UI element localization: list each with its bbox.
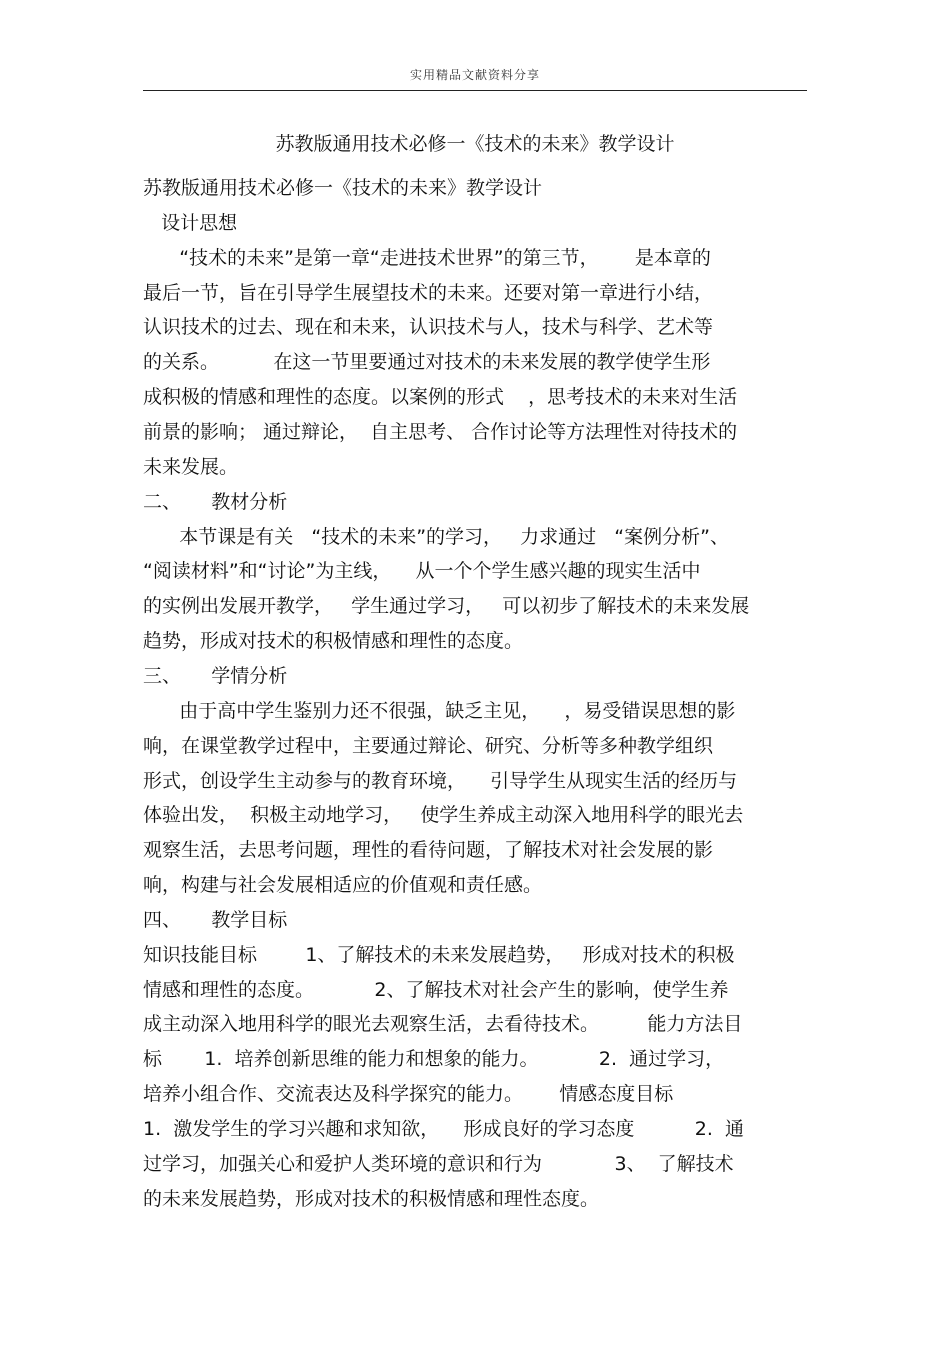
- body-line: 二、 教材分析: [143, 490, 288, 513]
- body-line: 的关系。 在这一节里要通过对技术的未来发展的教学使学生形: [143, 351, 711, 374]
- body-line: 前景的影响； 通过辩论， 自主思考、 合作讨论等方法理性对待技术的: [143, 421, 738, 443]
- body-line: 的实例出发展开教学， 学生通过学习， 可以初步了解技术的未来发展: [143, 595, 750, 618]
- page-header: 实用精品文献资料分享: [409, 68, 540, 82]
- body-line: 设计思想: [143, 211, 238, 234]
- body-line: 苏教版通用技术必修一《技术的未来》教学设计: [143, 177, 543, 199]
- body-line: 最后一节，旨在引导学生展望技术的未来。还要对第一章进行小结，: [143, 281, 714, 304]
- body-line: 形式，创设学生主动参与的教育环境， 引导学生从现实生活的经历与: [143, 769, 738, 792]
- body-line: 三、 学情分析: [143, 664, 288, 687]
- body-line: “技术的未来”是第一章“走进技术世界”的第三节， 是本章的: [143, 246, 711, 269]
- body-line: 知识技能目标 1、了解技术的未来发展趋势， 形成对技术的积极: [143, 943, 735, 966]
- body-line: 培养小组合作、交流表达及科学探究的能力。 情感态度目标: [143, 1083, 674, 1106]
- body-line: 的未来发展趋势，形成对技术的积极情感和理性态度。: [143, 1187, 600, 1210]
- body-line: 未来发展。: [143, 455, 239, 478]
- body-line: 体验出发， 积极主动地学习， 使学生养成主动深入地用科学的眼光去: [143, 804, 744, 827]
- body-line: 响，在课堂教学过程中，主要通过辩论、研究、分析等多种教学组织: [143, 734, 714, 757]
- body-line: 认识技术的过去、现在和未来，认识技术与人，技术与科学、艺术等: [143, 316, 714, 339]
- body-line: “阅读材料”和“讨论”为主线， 从一个个学生感兴趣的现实生活中: [143, 560, 701, 583]
- body-line: 趋势，形成对技术的积极情感和理性的态度。: [143, 630, 524, 652]
- document-title: 苏教版通用技术必修一《技术的未来》教学设计: [275, 133, 675, 155]
- header-divider: [143, 90, 807, 91]
- body-line: 成积极的情感和理性的态度。以案例的形式 ，思考技术的未来对生活: [143, 386, 738, 409]
- body-line: 响，构建与社会发展相适应的价值观和责任感。: [143, 874, 543, 896]
- body-line: 情感和理性的态度。 2、了解技术对社会产生的影响，使学生养: [143, 978, 729, 1001]
- body-line: 四、 教学目标: [143, 908, 288, 931]
- body-line: 本节课是有关 “技术的未来”的学习， 力求通过 “案例分析”、: [143, 525, 729, 548]
- body-line: 由于高中学生鉴别力还不很强，缺乏主见， ，易受错误思想的影: [143, 699, 736, 722]
- body-line: 过学习，加强关心和爱护人类环境的意识和行为 3、 了解技术: [143, 1152, 734, 1175]
- body-line: 标 1. 培养创新思维的能力和想象的能力。 2. 通过学习，: [143, 1048, 725, 1071]
- body-line: 1. 激发学生的学习兴趣和求知欲， 形成良好的学习态度 2. 通: [143, 1118, 744, 1140]
- body-line: 成主动深入地用科学的眼光去观察生活，去看待技术。 能力方法目: [143, 1013, 743, 1036]
- body-line: 观察生活，去思考问题，理性的看待问题，了解技术对社会发展的影: [143, 839, 714, 862]
